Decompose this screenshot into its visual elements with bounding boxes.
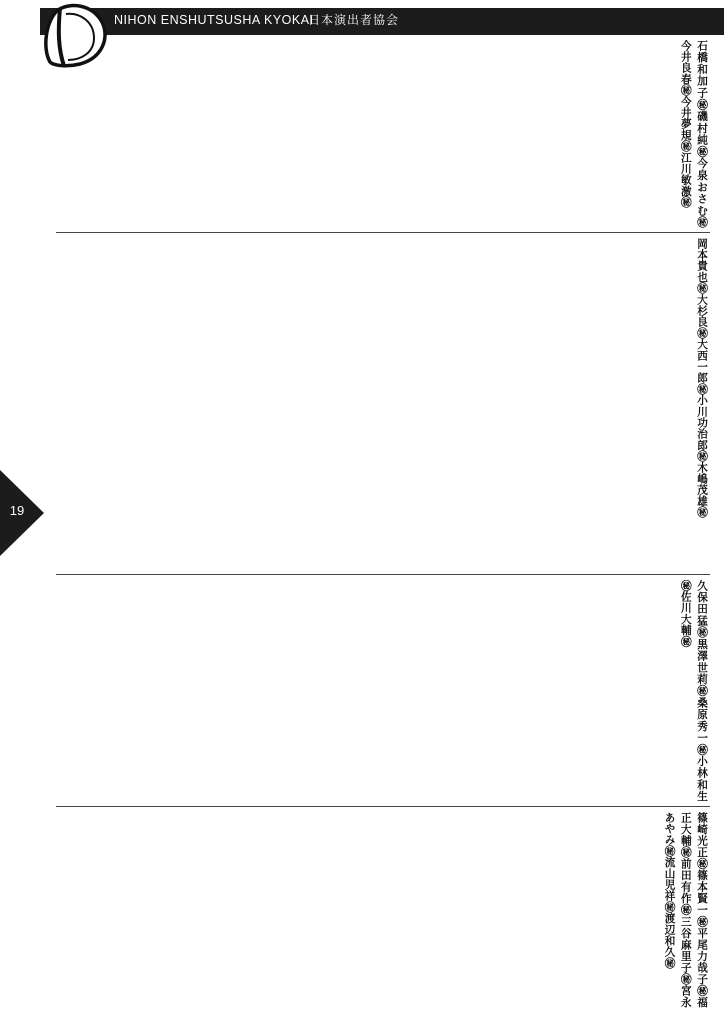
speaker-name: 今井良春㊙ bbox=[679, 40, 692, 96]
speaker-name: 宮永あやみ㊙ bbox=[663, 812, 692, 1008]
text-band bbox=[60, 580, 710, 802]
speaker-name: 三谷麻里子㊙ bbox=[679, 915, 692, 986]
header-title-en: NIHON ENSHUTSUSHA KYOKAI bbox=[114, 13, 314, 27]
speaker-name: 岡本貴也㊙ bbox=[696, 238, 708, 294]
column-divider bbox=[56, 574, 710, 575]
speaker-name: 桑原秀一㊙ bbox=[696, 697, 708, 756]
speaker-name: 大杉良㊙ bbox=[696, 294, 708, 339]
speaker-name: 石橋和加子㊙ bbox=[696, 40, 708, 111]
speaker-name: 前田有作㊙ bbox=[679, 858, 692, 916]
speaker-name: 久保田猛㊙ bbox=[696, 580, 708, 639]
speaker-name: 江川敏激㊙ bbox=[679, 152, 692, 208]
speaker-name: 大西一郎㊙ bbox=[696, 338, 708, 395]
column-divider bbox=[56, 232, 710, 233]
speaker-name: 篠本賢一㊙ bbox=[696, 869, 708, 928]
speaker-name: 佐川大輔㊙ bbox=[679, 591, 692, 648]
header-title-jp: 日本演出者協会 bbox=[308, 13, 400, 27]
speaker-name: 流山児祥㊙ bbox=[663, 856, 676, 913]
text-band bbox=[60, 40, 710, 228]
speaker-name: 小林和生㊙ bbox=[679, 580, 708, 802]
speaker-name: 小川功治郎㊙ bbox=[696, 394, 708, 463]
page-number: 19 bbox=[9, 503, 25, 518]
speaker-name: 今泉おさむ㊙ bbox=[696, 157, 708, 228]
column-divider bbox=[56, 806, 710, 807]
speaker-name: 木嶋茂雄㊙ bbox=[696, 462, 708, 519]
speaker-name: 黒澤世莉㊙ bbox=[696, 638, 708, 698]
speaker-name: 平尾力哉子㊙ bbox=[696, 927, 708, 997]
speaker-name: 今井夢規㊙ bbox=[679, 96, 692, 152]
text-band bbox=[60, 812, 710, 1008]
speaker-name: 篠崎光正㊙ bbox=[696, 812, 708, 870]
speaker-name: 福正大輔㊙ bbox=[679, 812, 708, 1008]
speaker-name: 磯村純㊙ bbox=[696, 110, 708, 158]
text-band bbox=[60, 238, 710, 570]
speaker-name: 渡辺和久㊙ bbox=[663, 912, 676, 969]
